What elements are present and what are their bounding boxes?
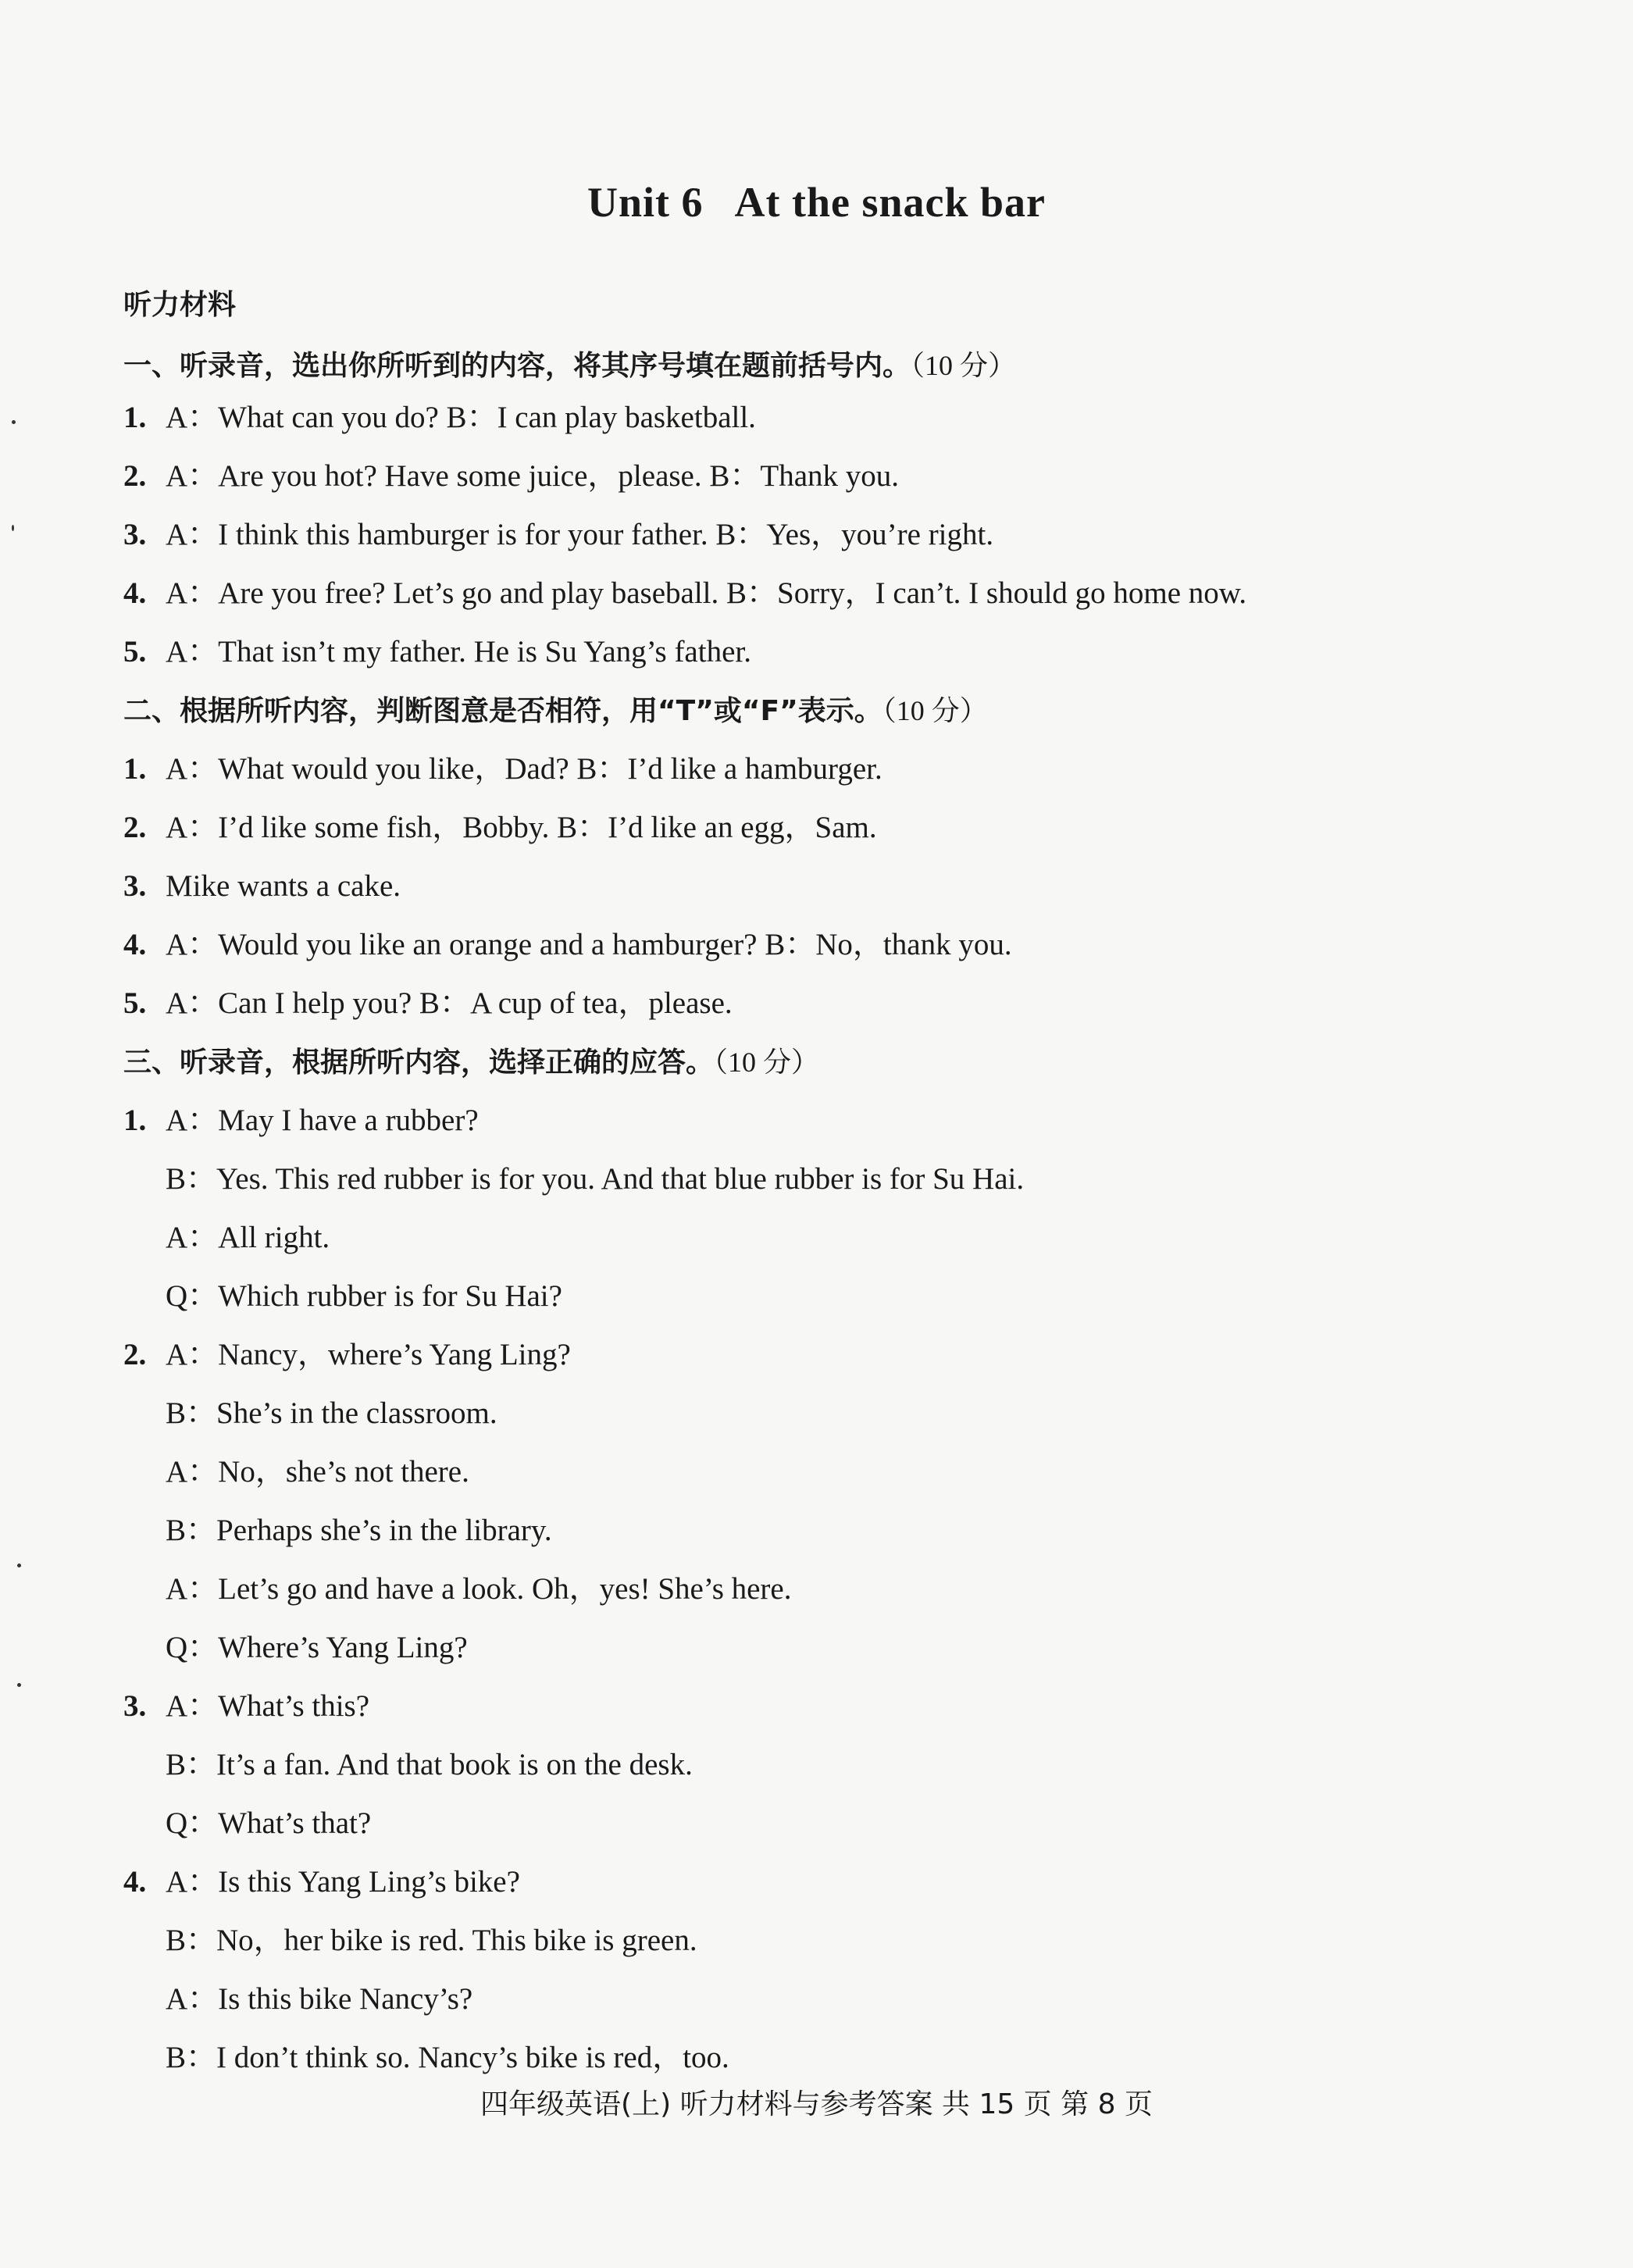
list-item: 3. Mike wants a cake. — [123, 869, 401, 903]
dialogue-line: B：I don’t think so. Nancy’s bike is red，too. — [166, 2041, 729, 2074]
page-footer: 四年级英语(上) 听力材料与参考答案 共 15 页 第 8 页 — [480, 2088, 1153, 2120]
list-item: 5. A：Can I help you? B：A cup of tea，please. — [123, 986, 733, 1020]
dialogue-line: B：It’s a fan. And that book is on the desk. — [166, 1748, 693, 1781]
scan-speck — [17, 1683, 21, 1687]
section2-heading: 二、根据所听内容，判断图意是否相符，用“T”或“F”表示。（10 分） — [123, 695, 988, 727]
dialogue-line: A：Let’s go and have a look. Oh，yes! She’s here. — [166, 1572, 792, 1606]
list-item: 2. A：I’d like some fish，Bobby. B：I’d like an egg，Sam. — [123, 811, 877, 844]
section-label: 听力材料 — [123, 289, 237, 321]
page-title — [0, 178, 1633, 226]
dialogue-line: B：Perhaps she’s in the library. — [166, 1514, 552, 1547]
list-item: 2. A：Are you hot? Have some juice，please. B：Thank you. — [123, 459, 900, 493]
list-item: 1. A：What can you do? B：I can play basketball. — [123, 401, 756, 434]
dialogue-line: Q：What’s that? — [166, 1806, 372, 1840]
list-item: 3. A：I think this hamburger is for your father. B：Yes，you’re right. — [123, 518, 994, 551]
dialogue-line: B：Yes. This red rubber is for you. And that blue rubber is for Su Hai. — [166, 1162, 1025, 1196]
list-item: 3. A：What’s this? — [123, 1689, 370, 1723]
dialogue-line: Q：Where’s Yang Ling? — [166, 1631, 468, 1664]
dialogue-line: A：All right. — [166, 1221, 330, 1254]
dialogue-line: A：Is this bike Nancy’s? — [166, 1982, 473, 2016]
section3-heading: 三、听录音，根据所听内容，选择正确的应答。（10 分） — [123, 1047, 820, 1079]
dialogue-line: B：She’s in the classroom. — [166, 1396, 497, 1430]
list-item: 5. A：That isn’t my father. He is Su Yang’s father. — [123, 635, 751, 669]
scan-speck — [12, 420, 16, 424]
list-item: 4. A：Is this Yang Ling’s bike? — [123, 1865, 520, 1899]
section1-heading: 一、听录音，选出你所听到的内容，将其序号填在题前括号内。（10 分） — [123, 350, 1017, 382]
list-item: 4. A：Would you like an orange and a hamburger? B：No，thank you. — [123, 928, 1012, 961]
list-item: 2. A：Nancy，where’s Yang Ling? — [123, 1338, 571, 1371]
dialogue-line: Q：Which rubber is for Su Hai? — [166, 1279, 562, 1313]
unit-number: Unit 6 — [587, 179, 704, 226]
scan-speck — [12, 525, 14, 531]
list-item: 1. A：May I have a rubber? — [123, 1104, 479, 1137]
dialogue-line: A：No，she’s not there. — [166, 1455, 469, 1489]
list-item: 4. A：Are you free? Let’s go and play baseball. B：Sorry，I can’t. I should go home now. — [123, 576, 1247, 610]
scan-speck — [17, 1564, 21, 1567]
dialogue-line: B：No，her bike is red. This bike is green. — [166, 1924, 697, 1957]
list-item: 1. A：What would you like，Dad? B：I’d like a hamburger. — [123, 752, 882, 786]
unit-name: At the snack bar — [734, 179, 1046, 226]
